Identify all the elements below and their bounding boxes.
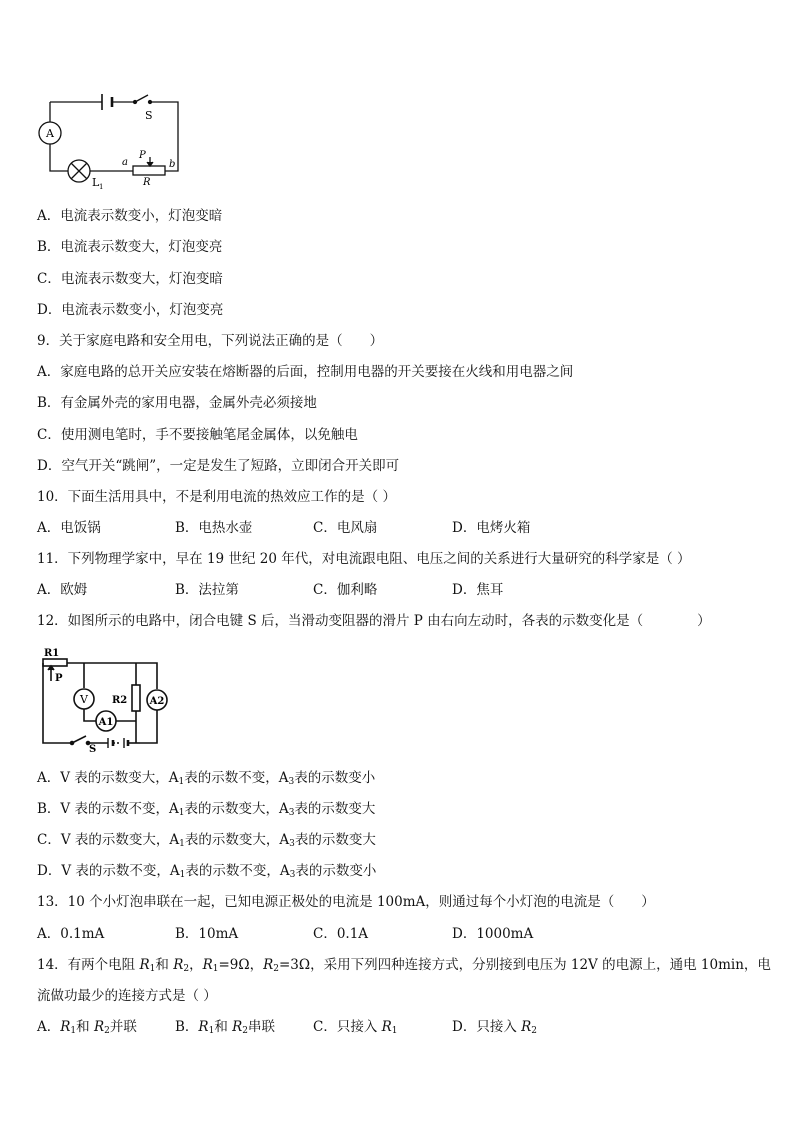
q12-option-a: A．V 表的示数变大，$A_1$表的示数不变，$A_3$表的示数变小: [37, 770, 376, 787]
resistor-label: R: [143, 177, 151, 188]
q8-option-a: A．电流表示数变小，灯泡变暗: [37, 208, 223, 224]
q10-option-d: D．电烤火箱: [452, 520, 531, 536]
r2-label: R2: [112, 695, 128, 706]
circuit-figure-2: [36, 643, 176, 753]
switch-label: S: [145, 109, 153, 122]
q11-option-c: C．伽利略: [313, 582, 378, 598]
q14-stem: 14．有两个电阻 $R_1$和 $R_2$，$R_1=9\Omega$，$R_2=3\Omega$，采用下列四种连接方式，分别接到电压为 12V 的电源上，通电 10min，电: [37, 957, 771, 974]
r1-label: R1: [44, 648, 60, 659]
q8-option-c: C．电流表示数变大，灯泡变暗: [37, 271, 223, 287]
q11-option-b: B．法拉第: [175, 582, 239, 598]
q14-option-d: D．只接入 $R_2$: [452, 1019, 538, 1036]
q9-option-b: B．有金属外壳的家用电器，金属外壳必须接地: [37, 395, 317, 411]
lamp-label-sub: 1: [99, 183, 104, 191]
q9-option-d: D．空气开关“跳闸”，一定是发生了短路，立即闭合开关即可: [37, 458, 400, 474]
q12-option-c: C．V 表的示数变大，$A_1$表的示数变大，$A_3$表的示数变大: [37, 832, 376, 849]
q13-option-d: D．1000mA: [452, 926, 534, 942]
q14-option-b: B．$R_1$和 $R_2$串联: [175, 1019, 276, 1036]
q11-stem: 11．下列物理学家中，早在 19 世纪 20 年代，对电流跟电阻、电压之间的关系进行大量研究的科学家是（ ）: [37, 551, 691, 567]
q9-option-c: C．使用测电笔时，手不要接触笔尾金属体，以免触电: [37, 427, 358, 443]
ammeter-label: A: [46, 127, 54, 140]
p-label: P: [55, 673, 63, 684]
end-a-label: a: [122, 157, 128, 168]
q10-option-b: B．电热水壶: [175, 520, 253, 536]
q9-stem: 9．关于家庭电路和安全用电，下列说法正确的是（ ）: [37, 333, 384, 349]
q10-stem: 10．下面生活用具中，不是利用电流的热效应工作的是（ ）: [37, 489, 396, 505]
q14-stem-continued: 流做功最少的连接方式是（ ）: [37, 988, 217, 1004]
q12-stem: 12．如图所示的电路中，闭合电键 S 后，当滑动变阻器的滑片 P 由右向左动时，各表的示数变化是（ ）: [37, 613, 711, 629]
q10-option-a: A．电饭锅: [37, 520, 101, 536]
q13-option-b: B．10mA: [175, 926, 239, 942]
q11-option-d: D．焦耳: [452, 582, 504, 598]
q12-option-d: D．V 表的示数不变，$A_1$表的示数不变，$A_3$表的示数变小: [37, 863, 377, 880]
end-b-label: b: [169, 159, 176, 170]
q12-option-b: B．V 表的示数不变，$A_1$表的示数变大，$A_3$表的示数变大: [37, 801, 376, 818]
lamp-label: L: [92, 176, 100, 189]
q9-option-a: A．家庭电路的总开关应安装在熔断器的后面，控制用电器的开关要接在火线和用电器之间: [37, 364, 574, 380]
q13-stem: 13．10 个小灯泡串联在一起，已知电源正极处的电流是 100mA，则通过每个小灯泡的电流是（ ）: [37, 894, 655, 910]
q14-option-c: C．只接入 $R_1$: [313, 1019, 398, 1036]
slider-label: P: [139, 150, 146, 161]
ammeter-a2-label: A2: [149, 696, 165, 707]
q8-option-d: D．电流表示数变小，灯泡变亮: [37, 302, 224, 318]
switch-s-label: S: [89, 744, 97, 755]
q11-option-a: A．欧姆: [37, 582, 88, 598]
q10-option-c: C．电风扇: [313, 520, 378, 536]
q13-option-c: C．0.1A: [313, 926, 369, 942]
circuit-figure-1: [36, 90, 186, 190]
ammeter-a1-label: A1: [98, 717, 114, 728]
voltmeter-label: V: [80, 693, 88, 706]
q8-option-b: B．电流表示数变大，灯泡变亮: [37, 239, 223, 255]
q14-option-a: A．$R_1$和 $R_2$并联: [37, 1019, 137, 1036]
q13-option-a: A．0.1mA: [37, 926, 105, 942]
